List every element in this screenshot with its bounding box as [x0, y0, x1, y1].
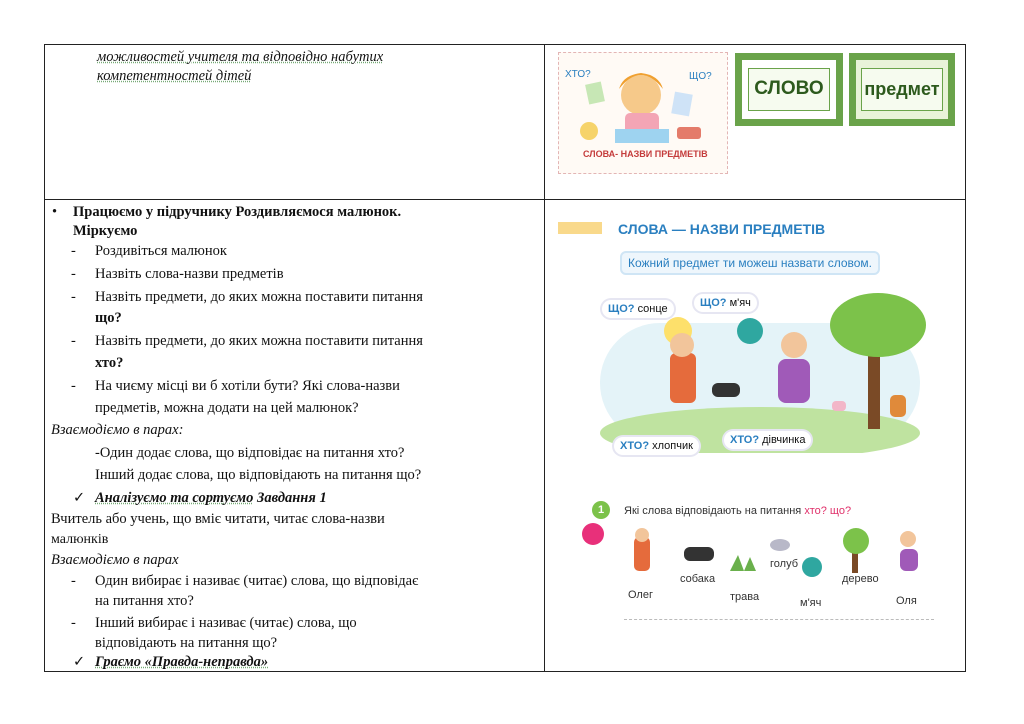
lesson-table: можливостей учителя та відповідно набутих компетентностей дітей ХТО? ЩО? СЛОВА- НАЗВИ ПРЕДМЕТІВ СЛОВО предмет • Працюємо у підручнику Роздивляємося малюнок. Міркуємо - Роздивіться малюнок - Назвіть слова-назви предметів - Назвіть предмети, до яких можна поставити питання що? - Назвіть предмети, до яких можна поставити питання хто? - На чиєму місці ви б хотіли бути? Які слова-назви предметів, можна додати на цей малюнок? Взаємодіємо в парах: -Один додає слова, що відповідає на питання хто? Інший додає слова, що відповідають на питання що? ✓ Аналізуємо та сортуємо Завдання 1 Вчитель або учень, що вміє читати, читає слова-назви малюнків Взаємодіємо в парах - Один вибирає і називає (читає) слова, що відповідає на питання хто? - Інший вибирає і називає (читає) слова, що відповідають на питання що? ✓ Граємо «Правда-неправда» СЛОВА — НАЗВИ ПРЕДМЕТІВ Кожний предмет ти можеш назвати словом. ЩО? сонце ЩО? м'яч ХТО? хлопчик ХТО? дівчинка 1 Які слова відповідають на питання хто? що? Олег собака трава голуб м'яч дерево Оля [44, 44, 966, 672]
word-card-predmet-text: предмет [864, 78, 940, 99]
list-item: відповідають на питання що? [95, 635, 278, 651]
poster-caption: СЛОВА- НАЗВИ ПРЕДМЕТІВ [583, 149, 708, 159]
list-item: Інший вибирає і називає (читає) слова, що [95, 615, 357, 631]
task-pictures [630, 527, 950, 587]
list-item: Назвіть предмети, до яких можна поставити питання [95, 333, 423, 349]
teacher-line1: Вчитель або учень, що вміє читати, читає слова-назви [51, 511, 385, 527]
word-miach: м'яч [800, 597, 822, 609]
row-divider [45, 199, 965, 200]
bullet-point: • [52, 204, 58, 220]
top-left-line2: компетентностей дітей [97, 68, 252, 84]
list-item-answer: що? [95, 310, 122, 326]
pairs-line: Інший додає слова, що відповідають на питання що? [95, 467, 422, 483]
poster-image [558, 52, 728, 174]
list-item: Один вибирає і називає (читає) слова, що відповідає [95, 573, 419, 589]
word-oleg: Олег [628, 589, 653, 601]
section-heading-line2: Міркуємо [73, 223, 138, 239]
check-icon: ✓ [73, 490, 86, 506]
task-divider [624, 619, 934, 620]
textbook-page [550, 205, 960, 667]
list-item-answer: хто? [95, 355, 124, 371]
section-heading-line1: Працюємо у підручнику Роздивляємося малюнок. [73, 204, 402, 220]
pairs-line: -Один додає слова, що відповідає на питання хто? [95, 445, 405, 461]
word-trava: трава [730, 591, 760, 603]
teacher-line2: малюнків [51, 532, 109, 547]
pairs-heading-1: Взаємодіємо в парах: [51, 422, 184, 438]
list-item: На чиєму місці ви б хотіли бути? Які слова-назви [95, 378, 400, 394]
word-sobaka: собака [680, 573, 716, 585]
word-card-slovo-text: СЛОВО [754, 78, 824, 100]
list-item: Роздивіться малюнок [95, 243, 227, 259]
word-holub: голуб [770, 558, 798, 570]
task-text: Які слова відповідають на питання хто? що? [624, 505, 852, 517]
column-divider [544, 45, 545, 671]
poster-q-left: ХТО? [565, 69, 591, 80]
word-olia: Оля [896, 595, 917, 607]
check-icon: ✓ [73, 654, 86, 670]
top-left-line1: можливостей учителя та відповідно набутих [97, 49, 384, 65]
word-card-slovo [735, 53, 843, 126]
task-heading: Аналізуємо та сортуємо Завдання 1 [95, 490, 327, 506]
bubble-girl: ХТО? дівчинка [724, 431, 811, 449]
poster-q-right: ЩО? [689, 71, 712, 82]
list-item: на питання хто? [95, 593, 194, 609]
textbook-banner: Кожний предмет ти можеш назвати словом. [620, 251, 880, 275]
bubble-sun: ЩО? сонце [602, 300, 674, 318]
game-heading: Граємо «Правда-неправда» [95, 654, 269, 670]
word-card-predmet [849, 53, 955, 126]
pairs-heading-2: Взаємодіємо в парах [51, 552, 179, 568]
bubble-boy: ХТО? хлопчик [614, 437, 699, 455]
title-marker [558, 222, 602, 234]
textbook-title: СЛОВА — НАЗВИ ПРЕДМЕТІВ [618, 221, 826, 237]
bubble-ball: ЩО? м'яч [694, 294, 757, 312]
task-mascot-icon [582, 523, 604, 545]
list-item: предметів, можна додати на цей малюнок? [95, 400, 359, 416]
task-number-badge: 1 [592, 501, 610, 519]
list-item: Назвіть предмети, до яких можна поставити питання [95, 289, 423, 305]
word-derevo: дерево [842, 573, 879, 585]
list-item: Назвіть слова-назви предметів [95, 266, 284, 282]
